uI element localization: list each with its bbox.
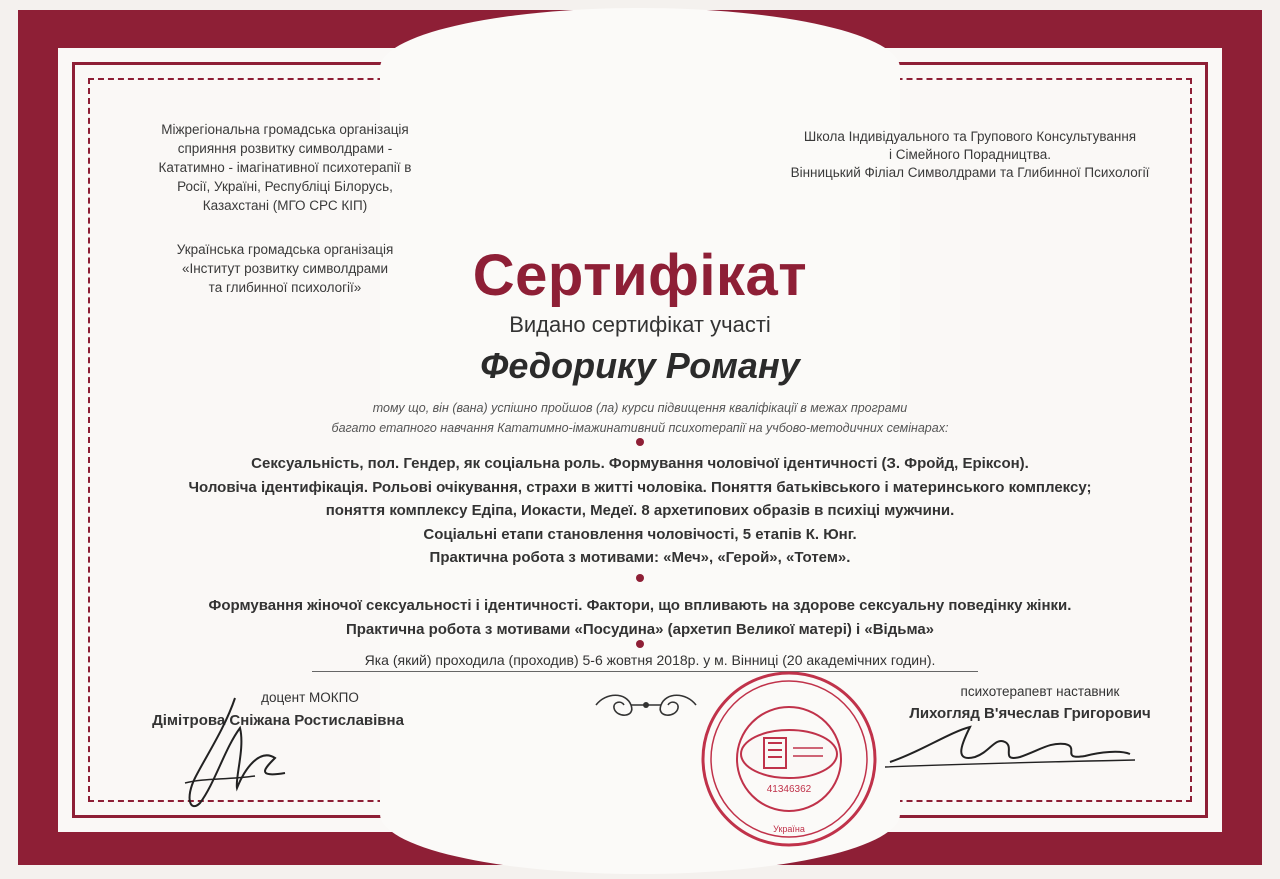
org-left-line: Росії, Україні, Республіці Білорусь, [177,179,393,194]
org-left-line: «Інститут розвитку символдрами [181,261,389,276]
recipient-name: Федорику Роману [480,345,800,386]
intro-line: багато етапного навчання Кататимно-імажинативний психотерапії на учбово-методичних семінарах: [331,421,949,435]
signature-right-icon [880,712,1140,782]
org-left-line: Українська громадська організація [176,242,394,257]
org-left-line: Міжрегіональна громадська організація [161,122,409,137]
topics-block-1 [120,452,1160,570]
intro-line: тому що, він (вана) успішно пройшов (ла) курси підвищення кваліфікації в межах програми [372,401,908,415]
separator-dot [636,438,644,446]
separator-dot [636,640,644,648]
official-stamp [698,668,880,850]
stamp-number: 41346362 [766,784,812,795]
signer-left-role: доцент МОКПО [261,690,359,705]
topic-line: Практична робота з мотивами: «Меч», «Герой», «Тотем». [429,549,851,566]
topic-line: поняття комплексу Едіпа, Иокасти, Медеї. 8 архетипових образів в психіці мужчини. [325,502,955,519]
topic-line: Практична робота з мотивами «Посудина» (архетип Великої матері) і «Відьма» [345,620,935,638]
org-left-line: Кататимно - імагінативної психотерапії в [158,160,412,175]
org-right-line: і Сімейного Порадництва. [889,147,1051,162]
topic-line: Чоловіча ідентифікація. Рольові очікування, страхи в житті чоловіка. Поняття батьківського і материнського комплексу; [188,478,1092,496]
signer-left-name: Дімітрова Сніжана Ростиславівна [152,712,404,729]
signer-right-role: психотерапевт наставник [960,684,1120,699]
org-left-block-1 [120,120,450,215]
org-left-line: та глибинної психології» [208,280,362,295]
certificate-title: Сертифікат [472,243,808,308]
signer-right-name: Лихогляд В'ячеслав Григорович [909,705,1151,722]
topic-line: Сексуальність, пол. Гендер, як соціальна роль. Формування чоловічої ідентичності (З. Фройд, Еріксон). [251,455,1029,472]
topic-line: Соціальні етапи становлення чоловічості, 5 етапів К. Юнг. [423,525,857,543]
topics-block-2 [120,594,1160,641]
ornament-icon [586,690,706,720]
org-left-line: сприяння розвитку символдрами - [177,141,393,156]
certificate-subtitle: Видано сертифікат участі [509,312,771,337]
org-right-block [760,128,1180,182]
signature-left-icon [165,688,305,828]
separator-dot [636,574,644,582]
org-right-line: Вінницький Філіал Символдрами та Глибинної Психології [790,165,1150,180]
course-info: Яка (який) проходила (проходив) 5-6 жовтня 2018р. у м. Вінниці (20 академічних годин). [364,652,936,668]
intro-text [240,398,1040,438]
topic-line: Формування жіночої сексуальності і ідентичності. Фактори, що впливають на здорове сексуальну поведінку жінки. [208,597,1072,614]
stamp-country: Україна [773,824,805,834]
org-left-line: Казахстані (МГО СРС КІП) [202,198,368,213]
org-right-line: Школа Індивідуального та Групового Консультування [803,129,1137,144]
